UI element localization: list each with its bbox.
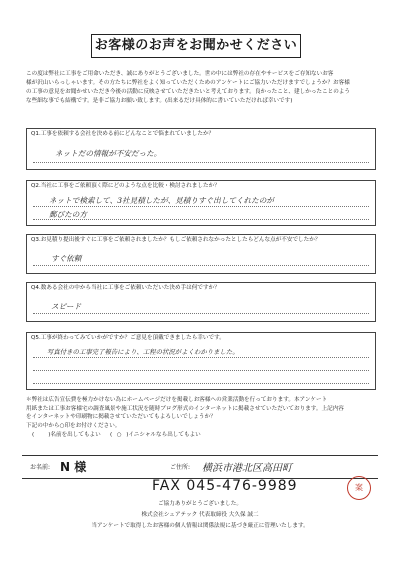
intro-text [26, 70, 376, 106]
intro-line: な些細な事でも結構です。是非ご協力お願い致します。(出来るだけ具体的に書いていただければ幸いです) [26, 98, 293, 104]
intro-line: の工事の意見をお聞かせいただき今後の活動に反映させていただきたいと考えております。良かったこと、建しかったことのよう [26, 89, 350, 95]
choice-initials[interactable] [110, 431, 201, 439]
paren-open: ( [32, 432, 35, 438]
handwritten-answer: ネットだの情報が不安だった。 [55, 149, 162, 158]
question-box-3 [26, 234, 376, 274]
customer-info-bar [22, 455, 378, 479]
question-label: Q5.工事が終わってみていかがですか？ご意見を頂戴できましたら幸いです。 [31, 335, 225, 341]
notice-line: をインターネットや印刷物に掲載させていただいてもよろしいでしょうか？ [26, 414, 216, 420]
intro-line: この度は弊社に工事をご用命いただき、誠にありがとうございました。世の中には弊社の存在やサービスをご存知ないお客 [26, 71, 334, 77]
question-box-2 [26, 180, 376, 226]
intro-line: 様が沢山いらっしゃいます。その方たちに弊社をよく知っていただくためのアンケートにご協力いただけますでしょうか？お客様 [26, 80, 350, 86]
privacy-notice: 当アンケートで取得したお客様の個人情報は関係法規に基づき厳正に管理いたします。 [91, 523, 309, 529]
customer-name: N 様 [60, 460, 87, 474]
answer-line [33, 383, 369, 384]
answer-line [33, 265, 369, 266]
handwritten-answer: 写真付きの工事完了報告により、工程の状況がよくわかりました。 [47, 348, 239, 356]
question-label: Q3.お見積り提出後すぐに工事をご依頼されましたか？もしご依頼されなかったとしたらどんな点が不安でしたか？ [31, 237, 321, 243]
handwritten-answer: スピード [51, 302, 82, 311]
customer-address: 横浜市港北区高田町 [202, 463, 292, 474]
paren-close: ) [48, 432, 51, 438]
question-label: Q1.工事を依頼する会社を決める前にどんなことで悩まれていましたか？ [31, 131, 215, 137]
company-signature: 株式会社シェアテック 代表取締役 大久保 誠二 [141, 512, 259, 518]
answer-line [33, 357, 369, 358]
answer-line [33, 206, 369, 207]
question-label: Q4.数ある会社の中から当社に工事をご依頼いただいた決め手は何ですか？ [31, 285, 220, 291]
thanks-text: ご協力ありがとうございました。 [158, 501, 242, 507]
notice-line: 用紙または工事お客様宅の調査風景や施工状況を随時ブログ形式のインターネットに掲載させていただいております。上記内容 [26, 405, 344, 412]
handwritten-answer: 郵びたの方 [49, 210, 87, 219]
question-box-5 [26, 332, 376, 390]
question-box-4 [26, 282, 376, 322]
choice-full-name[interactable] [32, 431, 101, 439]
answer-line [33, 162, 369, 163]
fax-number: FAX 045-476-9989 [152, 478, 298, 494]
handwritten-answer: ネットで検索して、3社見積したが、見積りすぐ出してくれたのが [49, 196, 274, 205]
question-box-1 [26, 128, 376, 170]
publication-notice [26, 396, 376, 430]
address-label: ご住所: [170, 464, 191, 471]
paren-close: ) [126, 432, 129, 438]
choice-label: イニシャルなら出してもよい [128, 432, 201, 438]
answer-line [33, 370, 369, 371]
answer-line [33, 313, 369, 314]
name-label: お名前: [30, 464, 51, 471]
notice-line: ＊弊社は広告宣伝費を極力かけない為にホームページだけを掲載しお客様への営業活動を行っております。本アンケート [26, 397, 328, 403]
choice-mark: ○ [116, 432, 122, 438]
notice-line: 下記の中から○印をお付けください。 [26, 422, 121, 429]
choice-label: 名前を出してもよい [50, 432, 101, 438]
question-label: Q2.当社に工事をご依頼頂く際にどのような点を比較・検討されましたか？ [31, 183, 220, 189]
company-seal: 案 [347, 476, 371, 500]
paren-open: ( [110, 432, 113, 438]
survey-title: お客様のお声をお聞かせください [91, 34, 301, 58]
handwritten-answer: すぐ依頼 [51, 254, 82, 263]
